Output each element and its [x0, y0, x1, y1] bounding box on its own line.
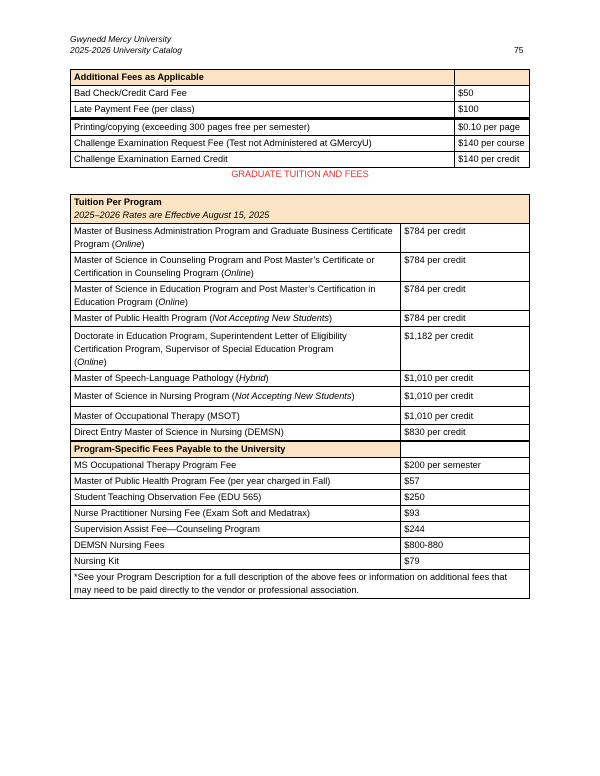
fee-amount: $93 [401, 506, 530, 522]
program-rate: $1,182 per credit [401, 327, 530, 371]
table-row [71, 311, 530, 327]
tuition-title: Tuition Per Program [74, 197, 162, 207]
table-row [71, 506, 530, 522]
table-row [71, 371, 530, 387]
fee-amount: $79 [401, 554, 530, 570]
program-fees-title: Program-Specific Fees Payable to the University [71, 442, 401, 458]
fee-item: DEMSN Nursing Fees [71, 538, 401, 554]
program-name: Direct Entry Master of Science in Nursing (DEMSN) [71, 425, 401, 441]
table-row [71, 490, 530, 506]
program-name: Master of Science in Education Program and Post Master’s Certification in Education Program (Online) [71, 282, 401, 311]
tuition-table [70, 194, 530, 441]
table-row [71, 327, 530, 371]
fee-item: Challenge Examination Earned Credit [71, 152, 455, 168]
fee-amount: $140 per course [455, 136, 530, 152]
program-fees-footnote: *See your Program Description for a full description of the above fees or information on additional fees that may need to be paid directly to the vendor or professional association. [71, 570, 530, 599]
fee-amount: $244 [401, 522, 530, 538]
fee-item: Supervision Assist Fee—Counseling Program [71, 522, 401, 538]
table-row [71, 474, 530, 490]
section-title: GRADUATE TUITION AND FEES [231, 169, 369, 179]
fee-item: MS Occupational Therapy Program Fee [71, 458, 401, 474]
table-row [71, 522, 530, 538]
additional-fees-title: Additional Fees as Applicable [71, 70, 455, 86]
fee-item: Challenge Examination Request Fee (Test not Administered at GMercyU) [71, 136, 455, 152]
table-row [71, 224, 530, 253]
fee-amount: $50 [455, 86, 530, 102]
table-row [71, 425, 530, 441]
table-row [71, 102, 530, 119]
fee-amount: $800-880 [401, 538, 530, 554]
program-rate: $830 per credit [401, 425, 530, 441]
university-name: Gwynedd Mercy University [70, 34, 172, 44]
program-rate: $1,010 per credit [401, 387, 530, 407]
table-row [71, 570, 530, 599]
fee-item: Nursing Kit [71, 554, 401, 570]
program-rate: $784 per credit [401, 311, 530, 327]
program-rate: $784 per credit [401, 282, 530, 311]
fee-amount: $57 [401, 474, 530, 490]
fee-amount: $200 per semester [401, 458, 530, 474]
fee-item: Student Teaching Observation Fee (EDU 565) [71, 490, 401, 506]
fee-amount: $140 per credit [455, 152, 530, 168]
header-empty-cell [401, 442, 530, 458]
tuition-header [71, 195, 530, 224]
table-row [71, 253, 530, 282]
running-header [70, 34, 182, 56]
table-row [71, 136, 530, 152]
table-row [71, 282, 530, 311]
program-name: Master of Occupational Therapy (MSOT) [71, 407, 401, 425]
table-row [71, 407, 530, 425]
fee-item: Printing/copying (exceeding 300 pages free per semester) [71, 119, 455, 136]
program-name: Doctorate in Education Program, Superintendent Letter of Eligibility Certification Program, Supervisor of Special Education Program (Online) [71, 327, 401, 371]
additional-fees-table [70, 69, 530, 168]
program-fees-table [70, 441, 530, 599]
fee-item: Master of Public Health Program Fee (per year charged in Fall) [71, 474, 401, 490]
page-number: 75 [514, 45, 524, 55]
table-row [71, 152, 530, 168]
fee-amount: $250 [401, 490, 530, 506]
program-name: Master of Business Administration Program and Graduate Business Certificate Program (Online) [71, 224, 401, 253]
table-row [71, 458, 530, 474]
program-name: Master of Public Health Program (Not Accepting New Students) [71, 311, 401, 327]
fee-item: Bad Check/Credit Card Fee [71, 86, 455, 102]
table-row [71, 86, 530, 102]
table-row [71, 119, 530, 136]
table-row [71, 538, 530, 554]
table-row [71, 387, 530, 407]
program-rate: $1,010 per credit [401, 371, 530, 387]
fee-item: Nurse Practitioner Nursing Fee (Exam Soft and Medatrax) [71, 506, 401, 522]
tuition-subtitle: 2025–2026 Rates are Effective August 15, 2025 [74, 210, 270, 220]
catalog-title: 2025-2026 University Catalog [70, 45, 182, 55]
fee-amount: $100 [455, 102, 530, 119]
fee-amount: $0.10 per page [455, 119, 530, 136]
fee-item: Late Payment Fee (per class) [71, 102, 455, 119]
program-name: Master of Speech-Language Pathology (Hybrid) [71, 371, 401, 387]
program-rate: $784 per credit [401, 224, 530, 253]
program-rate: $784 per credit [401, 253, 530, 282]
program-rate: $1,010 per credit [401, 407, 530, 425]
program-name: Master of Science in Counseling Program and Post Master’s Certificate or Certification in Counseling Program (Online) [71, 253, 401, 282]
program-name: Master of Science in Nursing Program (Not Accepting New Students) [71, 387, 401, 407]
header-empty-cell [455, 70, 530, 86]
table-row [71, 554, 530, 570]
